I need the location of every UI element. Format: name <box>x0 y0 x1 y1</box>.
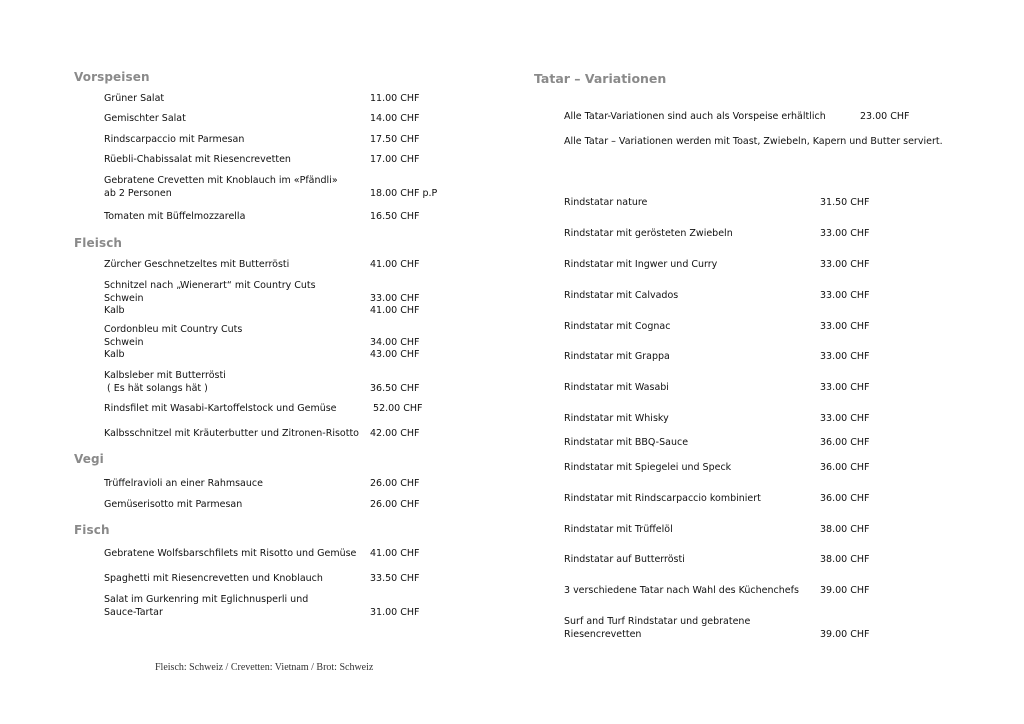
menu-item-price-line: 26.00 CHF <box>370 478 420 489</box>
menu-item-name <box>104 154 291 167</box>
menu-item-price-line: 31.50 CHF <box>820 197 870 208</box>
menu-item-name-line: Kalbsschnitzel mit Kräuterbutter und Zitronen-Risotto <box>104 428 359 439</box>
menu-item-name <box>104 259 289 272</box>
section-title-vorspeisen: Vorspeisen <box>74 70 150 84</box>
menu-item-price-line: 39.00 CHF <box>820 628 870 640</box>
menu-item-price <box>820 351 869 364</box>
menu-item-price <box>370 370 419 395</box>
menu-item-name <box>104 93 164 106</box>
menu-item-price <box>820 197 869 210</box>
menu-item-name <box>104 428 359 441</box>
menu-item-name-line: Gemüserisotto mit Parmesan <box>104 499 243 510</box>
menu-item-name-line: Trüffelravioli an einer Rahmsauce <box>104 478 263 489</box>
menu-item-price <box>370 259 419 272</box>
menu-item-price <box>820 493 869 506</box>
menu-item-name-line: Gebratene Crevetten mit Knoblauch im «Pfändli» <box>104 175 338 186</box>
menu-item-name-line: Rindstatar mit Calvados <box>564 290 679 301</box>
menu-item-price <box>820 524 869 537</box>
menu-item-name <box>564 259 717 272</box>
menu-item-name <box>564 524 673 537</box>
menu-item-name <box>104 548 356 561</box>
menu-item-price <box>370 573 419 586</box>
menu-item-price-line: 11.00 CHF <box>370 93 420 104</box>
menu-item-name-line: Rüebli-Chabissalat mit Riesencrevetten <box>104 154 291 165</box>
menu-item-name-line: ( Es hät solangs hät ) <box>104 382 208 394</box>
menu-item-price-line: 33.00 CHF <box>820 290 870 301</box>
menu-item-name-line: Rindstatar mit Whisky <box>564 413 669 424</box>
menu-item-price <box>370 211 419 224</box>
menu-item-price-line: 18.00 CHF p.P <box>370 187 438 199</box>
tatar-intro-vorspeise: Alle Tatar-Variationen sind auch als Vorspeise erhältlich <box>564 111 826 122</box>
menu-item-name-line: Rindsfilet mit Wasabi-Kartoffelstock und Gemüse <box>104 403 337 414</box>
menu-item-name-line: Rindstatar mit BBQ-Sauce <box>564 437 689 448</box>
menu-item-price-line <box>370 175 437 188</box>
menu-item-price-line: 42.00 CHF <box>370 428 420 439</box>
menu-item-name-line: Kalbsleber mit Butterrösti <box>104 370 226 381</box>
menu-item-price <box>370 403 422 416</box>
menu-item-price-line: 34.00 CHF <box>370 336 420 348</box>
menu-item-name <box>104 594 308 619</box>
menu-item-name-line: Rindstatar mit Grappa <box>564 351 670 362</box>
menu-item-price-line: 33.50 CHF <box>370 573 420 584</box>
menu-item-price-line: 36.00 CHF <box>820 462 870 473</box>
menu-item-price <box>820 382 869 395</box>
menu-item-price-line: 16.50 CHF <box>370 211 420 222</box>
tatar-intro-vorspeise-price: 23.00 CHF <box>860 111 910 122</box>
menu-item-name <box>104 134 244 147</box>
menu-item-price <box>370 478 419 491</box>
menu-item-price-line: 31.00 CHF <box>370 606 420 618</box>
menu-item-name <box>564 413 669 426</box>
menu-item-name-line: Zürcher Geschnetzeltes mit Butterrösti <box>104 259 290 270</box>
menu-item-name-line: Schnitzel nach „Wienerart“ mit Country Cuts <box>104 280 316 291</box>
menu-item-price <box>370 499 419 512</box>
menu-item-price-line: 33.00 CHF <box>820 259 870 270</box>
menu-item-price <box>370 594 419 619</box>
menu-item-price-line: 17.00 CHF <box>370 154 420 165</box>
origin-footer: Fleisch: Schweiz / Crevetten: Vietnam / Brot: Schweiz <box>155 662 374 673</box>
menu-item-price <box>370 324 419 362</box>
menu-item-price-line: 33.00 CHF <box>820 351 870 362</box>
menu-item-price <box>370 134 419 147</box>
menu-item-name-line: Surf and Turf Rindstatar und gebratene <box>564 616 751 627</box>
menu-item-name-line: Grüner Salat <box>104 93 165 104</box>
menu-item-name-line: Rindstatar mit Wasabi <box>564 382 669 393</box>
menu-item-name <box>564 290 678 303</box>
menu-item-name <box>104 280 316 318</box>
menu-item-name-line: Schwein <box>104 292 144 304</box>
menu-item-name-line: Tomaten mit Büffelmozzarella <box>104 211 246 222</box>
menu-item-price-line: 17.50 CHF <box>370 134 420 145</box>
menu-item-price-line: 36.00 CHF <box>820 493 870 504</box>
menu-item-price <box>820 228 869 241</box>
menu-item-name <box>564 437 688 450</box>
menu-item-price-line <box>370 280 419 293</box>
menu-item-name-line: Rindstatar auf Butterrösti <box>564 554 685 565</box>
menu-item-price-line: 36.50 CHF <box>370 382 420 394</box>
menu-item-price-line: 41.00 CHF <box>370 548 420 559</box>
menu-item-name-line: Rindstatar mit Spiegelei und Speck <box>564 462 732 473</box>
menu-item-name-line: Rindstatar mit Ingwer und Curry <box>564 259 718 270</box>
menu-item-price <box>820 321 869 334</box>
menu-item-name-line: Gebratene Wolfsbarschfilets mit Risotto und Gemüse <box>104 548 357 559</box>
menu-item-price-line: 39.00 CHF <box>820 585 870 596</box>
menu-item-name <box>104 113 186 126</box>
menu-item-name-line: Rindstatar mit Trüffelöl <box>564 524 673 535</box>
menu-item-name-line: Riesencrevetten <box>564 628 642 640</box>
menu-item-price-line: 43.00 CHF <box>370 349 420 360</box>
menu-item-name <box>564 585 799 598</box>
tatar-intro-served-with: Alle Tatar – Variationen werden mit Toast, Zwiebeln, Kapern und Butter serviert. <box>564 136 943 147</box>
section-title-fisch: Fisch <box>74 523 110 537</box>
menu-item-name-line: 3 verschiedene Tatar nach Wahl des Küchenchefs <box>564 585 799 596</box>
menu-item-name <box>564 493 761 506</box>
menu-item-price-line: 33.00 CHF <box>820 413 870 424</box>
menu-item-price-line: 52.00 CHF <box>370 403 423 414</box>
menu-item-name <box>104 324 242 362</box>
menu-item-name <box>104 403 337 416</box>
menu-item-price-line: 33.00 CHF <box>820 382 870 393</box>
menu-item-name <box>564 351 670 364</box>
menu-item-price-line: 26.00 CHF <box>370 499 420 510</box>
menu-item-price <box>370 175 437 200</box>
menu-item-name <box>564 382 669 395</box>
menu-item-name-line: Rindstatar mit gerösteten Zwiebeln <box>564 228 733 239</box>
menu-item-price-line: 38.00 CHF <box>820 524 870 535</box>
menu-item-name <box>564 197 647 210</box>
menu-item-name-line: Rindstatar mit Rindscarpaccio kombiniert <box>564 493 761 504</box>
menu-item-name <box>104 175 338 200</box>
section-title-vegi: Vegi <box>74 452 104 466</box>
menu-item-price <box>820 616 869 641</box>
menu-item-price <box>370 93 419 106</box>
menu-item-name-line: Kalb <box>104 305 125 316</box>
menu-item-price-line: 41.00 CHF <box>370 305 420 316</box>
menu-item-price <box>820 585 869 598</box>
menu-item-name-line: Rindstatar mit Cognac <box>564 321 671 332</box>
menu-item-price-line <box>820 616 869 629</box>
tatar-title: Tatar – Variationen <box>534 71 667 86</box>
menu-item-price <box>820 462 869 475</box>
menu-item-price <box>820 554 869 567</box>
menu-item-name-line: Rindstatar nature <box>564 197 648 208</box>
menu-item-name-line: Salat im Gurkenring mit Eglichnusperli und <box>104 594 309 605</box>
menu-item-name-line: Sauce-Tartar <box>104 606 163 618</box>
menu-item-price <box>370 280 419 318</box>
menu-item-price <box>820 290 869 303</box>
menu-item-name <box>104 478 263 491</box>
menu-item-price <box>820 413 869 426</box>
menu-item-price-line: 33.00 CHF <box>820 228 870 239</box>
menu-item-price <box>370 548 419 561</box>
menu-item-price-line: 36.00 CHF <box>820 437 870 448</box>
menu-item-name-line: ab 2 Personen <box>104 187 172 199</box>
menu-item-name <box>104 370 226 395</box>
menu-item-name-line: Spaghetti mit Riesencrevetten und Knoblauch <box>104 573 323 584</box>
menu-item-name <box>104 211 245 224</box>
menu-item-price <box>370 154 419 167</box>
menu-item-price-line: 38.00 CHF <box>820 554 870 565</box>
menu-item-name <box>564 616 750 641</box>
menu-item-name <box>564 462 731 475</box>
menu-item-name <box>564 554 685 567</box>
menu-item-price <box>820 259 869 272</box>
menu-item-price <box>370 428 419 441</box>
section-title-fleisch: Fleisch <box>74 236 123 250</box>
menu-item-name-line: Rindscarpaccio mit Parmesan <box>104 134 245 145</box>
menu-item-price <box>370 113 419 126</box>
menu-item-name <box>104 499 242 512</box>
menu-item-name <box>564 228 733 241</box>
menu-item-name-line: Gemischter Salat <box>104 113 186 124</box>
menu-item-name-line: Kalb <box>104 349 125 360</box>
menu-item-name-line: Cordonbleu mit Country Cuts <box>104 324 243 335</box>
menu-item-price-line <box>370 370 419 383</box>
menu-item-name-line: Schwein <box>104 336 144 348</box>
menu-item-price-line <box>370 324 419 337</box>
menu-item-name <box>104 573 323 586</box>
menu-item-price-line: 41.00 CHF <box>370 259 420 270</box>
menu-item-name <box>564 321 670 334</box>
menu-item-price-line: 33.00 CHF <box>820 321 870 332</box>
menu-item-price <box>820 437 869 450</box>
menu-item-price-line: 14.00 CHF <box>370 113 420 124</box>
menu-item-price-line: 33.00 CHF <box>370 292 420 304</box>
menu-item-price-line <box>370 594 419 607</box>
